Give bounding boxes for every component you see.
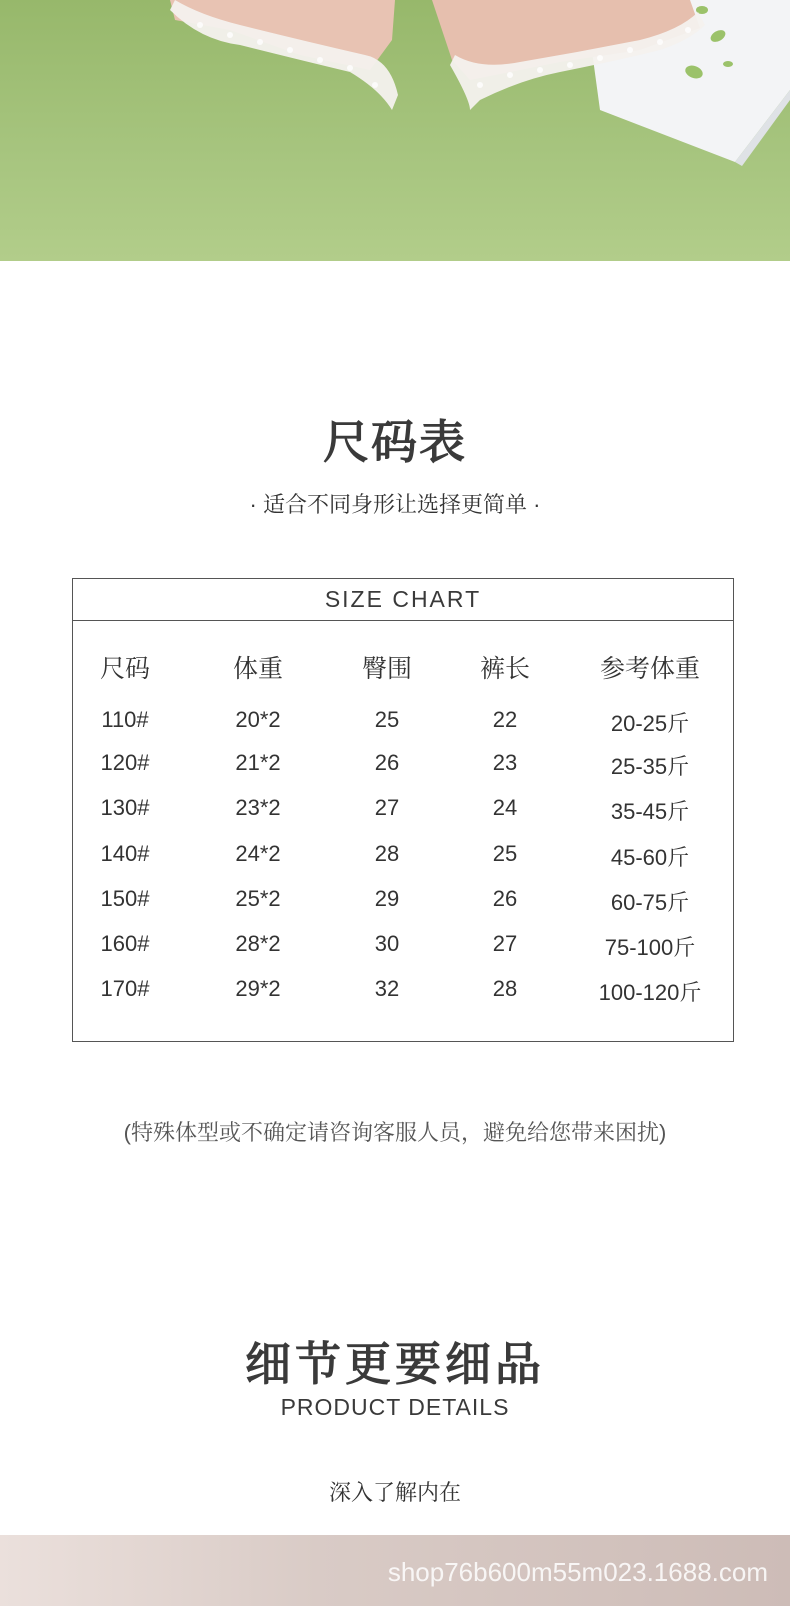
table-cell-col-length: 22 (492, 707, 518, 732)
size-chart-note: (特殊体型或不确定请咨询客服人员，避免给您带来困扰) (123, 1120, 667, 1145)
table-cell-col-hip: 27 (374, 795, 400, 820)
table-cell-col-hip: 32 (374, 976, 400, 1001)
table-cell-col-length: 28 (492, 976, 518, 1001)
table-cell-col-weight: 29*2 (235, 976, 281, 1001)
table-cell-col-hip: 29 (374, 886, 400, 911)
table-cell-col-weight: 28*2 (235, 931, 281, 956)
details-subtitle-cn: 深入了解内在 (328, 1480, 461, 1505)
table-cell-col-length: 23 (492, 750, 518, 775)
table-cell-col-hip: 25 (374, 707, 400, 732)
table-cell-col-hip: 26 (374, 750, 400, 775)
shop-watermark: shop76b600m55m023.1688.com (387, 1557, 768, 1587)
table-cell-col-length: 26 (492, 886, 518, 911)
size-chart-table (72, 578, 734, 1042)
table-cell-col-weight: 24*2 (235, 841, 281, 866)
table-cell-col-ref-weight: 100-120斤 (598, 980, 702, 1005)
size-chart-subtitle: · 适合不同身形让选择更简单 · (249, 492, 541, 517)
table-cell-col-length: 24 (492, 795, 518, 820)
table-cell-col-size: 160# (100, 931, 150, 956)
table-cell-col-ref-weight: 35-45斤 (610, 799, 690, 824)
table-header-col-length: 裤长 (479, 655, 531, 683)
table-cell-col-ref-weight: 20-25斤 (610, 711, 690, 736)
table-cell-col-hip: 30 (374, 931, 400, 956)
table-header-col-ref-weight: 参考体重 (599, 655, 701, 683)
size-chart-heading: 尺码表 (323, 416, 467, 468)
table-header-col-size: 尺码 (99, 655, 151, 683)
table-cell-col-ref-weight: 60-75斤 (610, 890, 690, 915)
table-cell-col-size: 150# (100, 886, 150, 911)
table-cell-col-size: 140# (100, 841, 150, 866)
details-subtitle-en: PRODUCT DETAILS (280, 1394, 510, 1420)
table-cell-col-length: 25 (492, 841, 518, 866)
table-cell-col-hip: 28 (374, 841, 400, 866)
details-heading: 细节更要细品 (245, 1338, 545, 1390)
table-cell-col-weight: 25*2 (235, 886, 281, 911)
table-cell-col-weight: 23*2 (235, 795, 281, 820)
table-header-col-weight: 体重 (232, 655, 284, 683)
table-cell-col-size: 110# (101, 707, 149, 732)
product-photo-banner (0, 0, 790, 261)
bottom-photo-strip (0, 1535, 790, 1606)
table-cell-col-length: 27 (492, 931, 518, 956)
table-cell-col-weight: 21*2 (235, 750, 281, 775)
table-header-col-hip: 臀围 (361, 655, 413, 683)
table-cell-col-ref-weight: 45-60斤 (610, 845, 690, 870)
table-cell-col-ref-weight: 75-100斤 (604, 935, 696, 960)
size-chart-table-title: SIZE CHART (73, 579, 733, 621)
table-cell-col-size: 120# (100, 750, 150, 775)
table-cell-col-ref-weight: 25-35斤 (610, 754, 690, 779)
product-photo-illustration (0, 0, 790, 261)
table-cell-col-weight: 20*2 (235, 707, 281, 732)
table-cell-col-size: 130# (100, 795, 150, 820)
table-cell-col-size: 170# (100, 976, 150, 1001)
